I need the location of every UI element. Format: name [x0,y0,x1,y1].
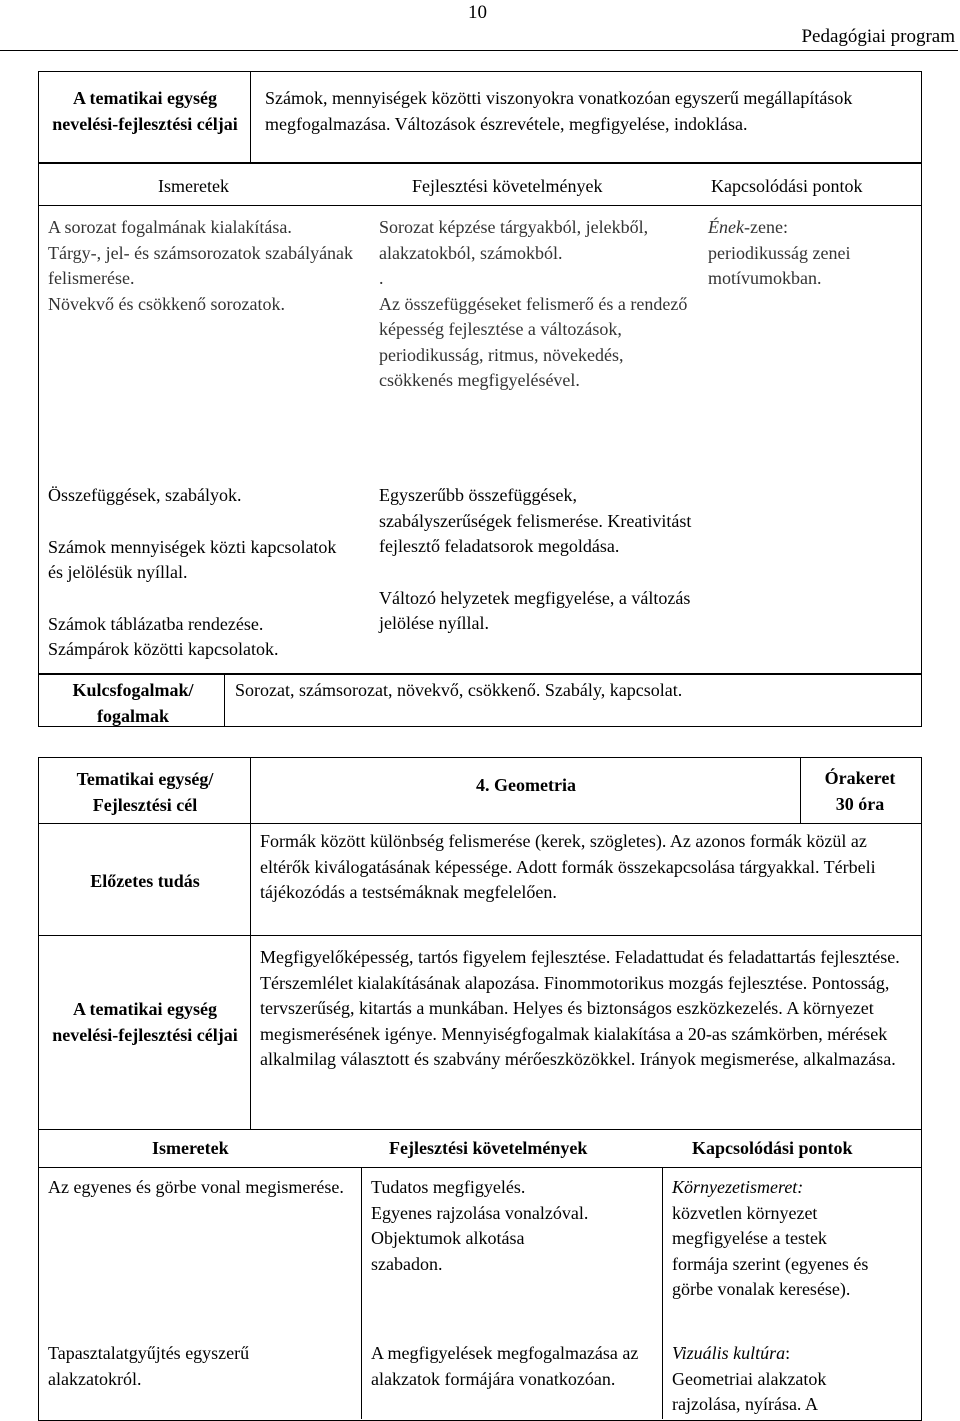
fejlesztes-line: Sorozat képzése tárgyakból, jelekből, alakzatokból, számokból. [379,217,649,263]
table1-goals-divider [250,71,251,163]
table2-col-header-ismeretek: Ismeretek [152,1138,229,1158]
table2-hours-label: Órakeret [824,768,896,788]
fejlesztes-line: Egyszerűbb összefüggések, szabályszerűségek felismerése. Kreativitást fejlesztő feladatsorok megoldása. [379,485,692,556]
table2-goals-label: A tematikai egység nevelési-fejlesztési céljai [52,999,238,1045]
table2-rule-3 [38,1129,922,1130]
table2-unit-label: Tematikai egység/ Fejlesztési cél [76,769,214,815]
table1-col-header-kapcsolodasi: Kapcsolódási pontok [711,176,863,196]
subject-suffix: : [785,1343,791,1363]
table2-col-header-kapcsolodasi: Kapcsolódási pontok [692,1138,853,1158]
ismeretek-line: Tárgy-, jel- és számsorozatok szabályának felismerése. [48,242,354,288]
table2-row1-kapcsolodas [672,1175,872,1303]
fejlesztes-line: Tudatos megfigyelés. [371,1177,526,1197]
table2-goals-text: Megfigyelőképesség, tartós figyelem fejlesztése. Feladattudat és feladattartás fejlesztése. Térszemlélet kialakításának alapozása. Finommotorikus mozgás fejlesztése. Pontosság, tervszerűség, kitartás a munkában. Helyes és biztonságos eszközkezelés. A környezet megismerésének igénye. Mennyiségfogalmak kialakítása a 20-as számkörben, mérések alkalmilag választott és szabvány mérőeszközökkel. Irányok megismerése, alkalmazása. [260,947,900,1069]
table1-row1-kapcsolodas [708,215,913,292]
subject-name: Ének [708,217,744,237]
ismeretek-line: Számok mennyiségek közti kapcsolatok és jelölésük nyíllal. [48,536,337,582]
table1-keywords-divider [224,673,225,727]
subject-suffix: -zene: [743,217,788,237]
subject-name: Környezetismeret: [672,1177,804,1197]
fejlesztes-line: . [379,268,384,288]
table2-rule-2 [38,935,922,936]
kapcsolodas-text: Geometriai alakzatok rajzolása, nyírása. A [672,1368,827,1414]
table1-row2-fejlesztes [379,483,709,637]
table1-goals-label: A tematikai egység nevelési-fejlesztési céljai [52,88,238,134]
ismeretek-line: Összefüggések, szabályok. [48,485,242,505]
table1-goals-text: Számok, mennyiségek közötti viszonyokra vonatkozóan egyszerű megállapítások megfogalmazása. Változások észrevétele, megfigyelése, indoklása. [265,88,853,134]
table2-rule-1 [38,823,922,824]
table2-row1-ismeretek: Az egyenes és görbe vonal megismerése. [48,1177,344,1197]
table1-row1-ismeretek [48,215,358,317]
table2-row2-fejlesztes: A megfigyelések megfogalmazása az alakzatok formájára vonatkozóan. [371,1343,639,1389]
header-rule [0,50,958,51]
table1-col-header-ismeretek: Ismeretek [158,176,229,196]
table1-keywords-label: Kulcsfogalmak/ fogalmak [72,680,194,726]
table2-rule-4 [38,1167,922,1168]
table2-row2-ismeretek: Tapasztalatgyűjtés egyszerű alakzatokról. [48,1343,250,1389]
table1-row2-ismeretek [48,483,363,663]
program-name: Pedagógiai program [801,26,955,47]
kapcsolodas-text: közvetlen környezet megfigyelése a testek formája szerint (egyenes és görbe vonalak keresése). [672,1202,869,1299]
table2-unit-title: 4. Geometria [476,775,576,795]
table1-col-header-fejlesztesi: Fejlesztési követelmények [412,176,603,196]
table2-row1-fejlesztes [371,1175,656,1277]
ismeretek-line: Növekvő és csökkenő sorozatok. [48,293,285,314]
table1-header-rule [38,205,922,206]
table1-row1-fejlesztes [379,215,697,394]
fejlesztes-line: Változó helyzetek megfigyelése, a változás jelölése nyíllal. [379,587,691,633]
kapcsolodas-text: periodikusság zenei motívumokban. [708,242,851,288]
fejlesztes-line: Az összefüggéseket felismerő és a rendező képesség fejlesztése a változások, periodikusság, ritmus, növekedés, csökkenés megfigyelésével. [379,293,688,390]
table2-col-divider-2 [662,1167,663,1419]
fejlesztes-line: Objektumok alkotása szabadon. [371,1228,525,1274]
table2-col-divider-1 [361,1167,362,1419]
table2-hours-value: 30 óra [835,794,885,814]
fejlesztes-line: Egyenes rajzolása vonalzóval. [371,1202,589,1223]
table2-row2-kapcsolodas [672,1341,887,1418]
table2-prior-label: Előzetes tudás [90,871,200,891]
table2-col-header-fejlesztesi: Fejlesztési követelmények [389,1138,588,1158]
ismeretek-line: A sorozat fogalmának kialakítása. [48,217,292,237]
table2-label-divider [250,757,251,1129]
table2-prior-text: Formák között különbség felismerése (kerek, szögletes). Az azonos formák közül az eltérők kiválogatásának képessége. Adott formák összekapcsolása tárgyakkal. Térbeli tájékozódás a testsémáknak megfelelően. [260,831,876,902]
subject-name: Vizuális kultúra [672,1343,786,1363]
table1-keywords-text: Sorozat, számsorozat, növekvő, csökkenő. Szabály, kapcsolat. [235,680,683,700]
page-number: 10 [468,2,487,23]
ismeretek-line: Számok táblázatba rendezése. Számpárok közötti kapcsolatok. [48,613,279,659]
